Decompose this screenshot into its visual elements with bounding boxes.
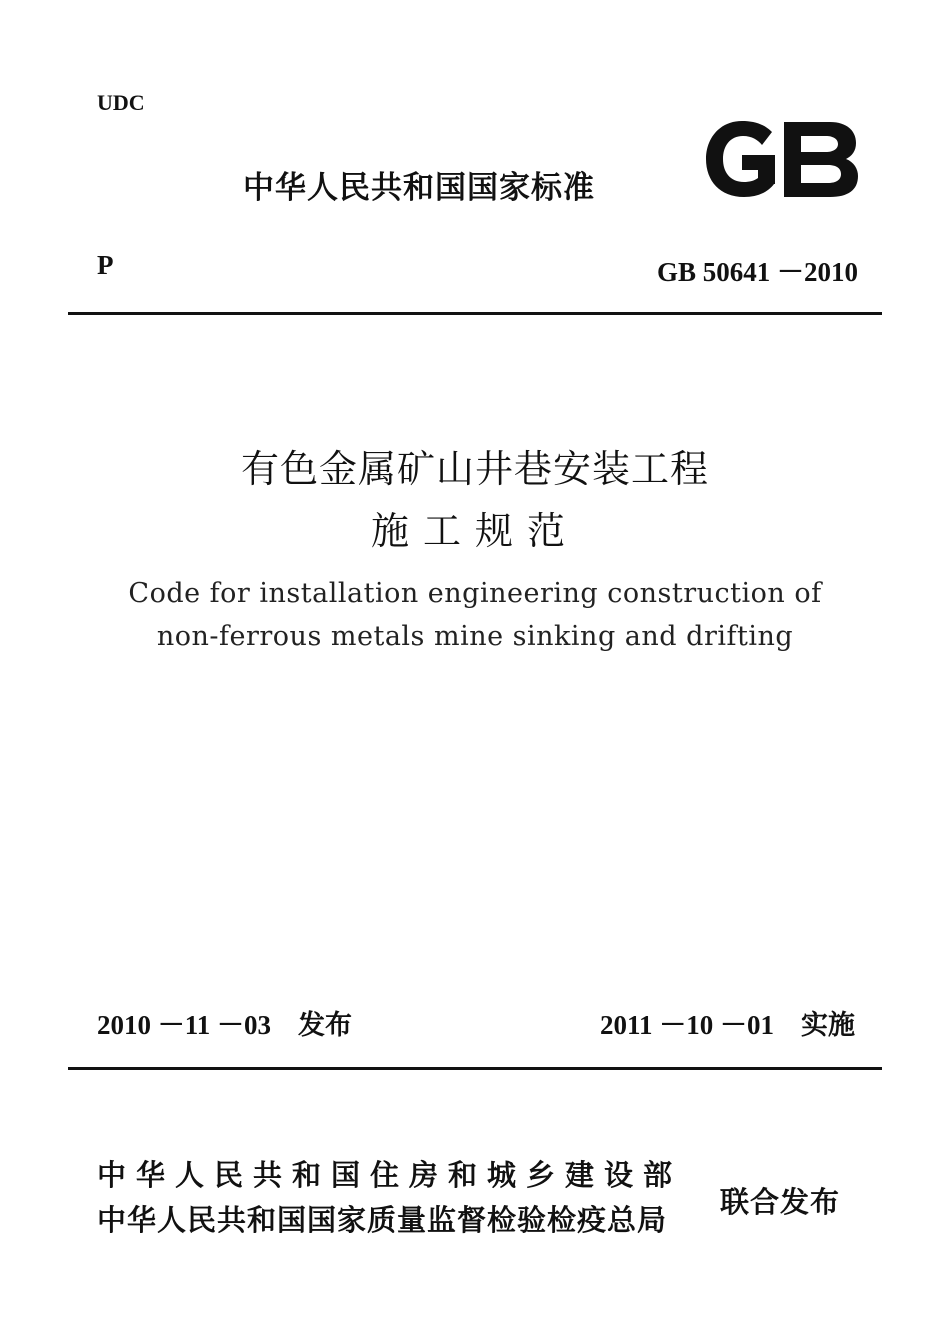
publisher-line1: 中华人民共和国住房和城乡建设部 — [97, 1158, 683, 1192]
header-divider — [68, 312, 882, 315]
classification-code: P — [97, 250, 114, 280]
publisher-line2: 中华人民共和国国家质量监督检验检疫总局 — [97, 1203, 668, 1237]
footer-divider — [68, 1067, 882, 1070]
gb-logo — [702, 118, 860, 200]
udc-label: UDC — [97, 90, 145, 115]
title-zh-line1: 有色金属矿山井巷安装工程 — [240, 447, 709, 491]
joint-publication-label: 联合发布 — [720, 1185, 841, 1219]
standard-number: GB 50641 －2010 — [656, 257, 858, 287]
issue-date: 2010 －11 －03 发布 — [97, 1010, 353, 1040]
title-en-line2: non-ferrous metals mine sinking and drifting — [156, 621, 794, 652]
implementation-date: 2011 －10 －01 实施 — [599, 1010, 855, 1040]
title-en-line1: Code for installation engineering construction of — [128, 578, 822, 609]
title-zh-line2: 施工规范 — [370, 509, 579, 553]
standard-category: 中华人民共和国国家标准 — [243, 170, 595, 206]
